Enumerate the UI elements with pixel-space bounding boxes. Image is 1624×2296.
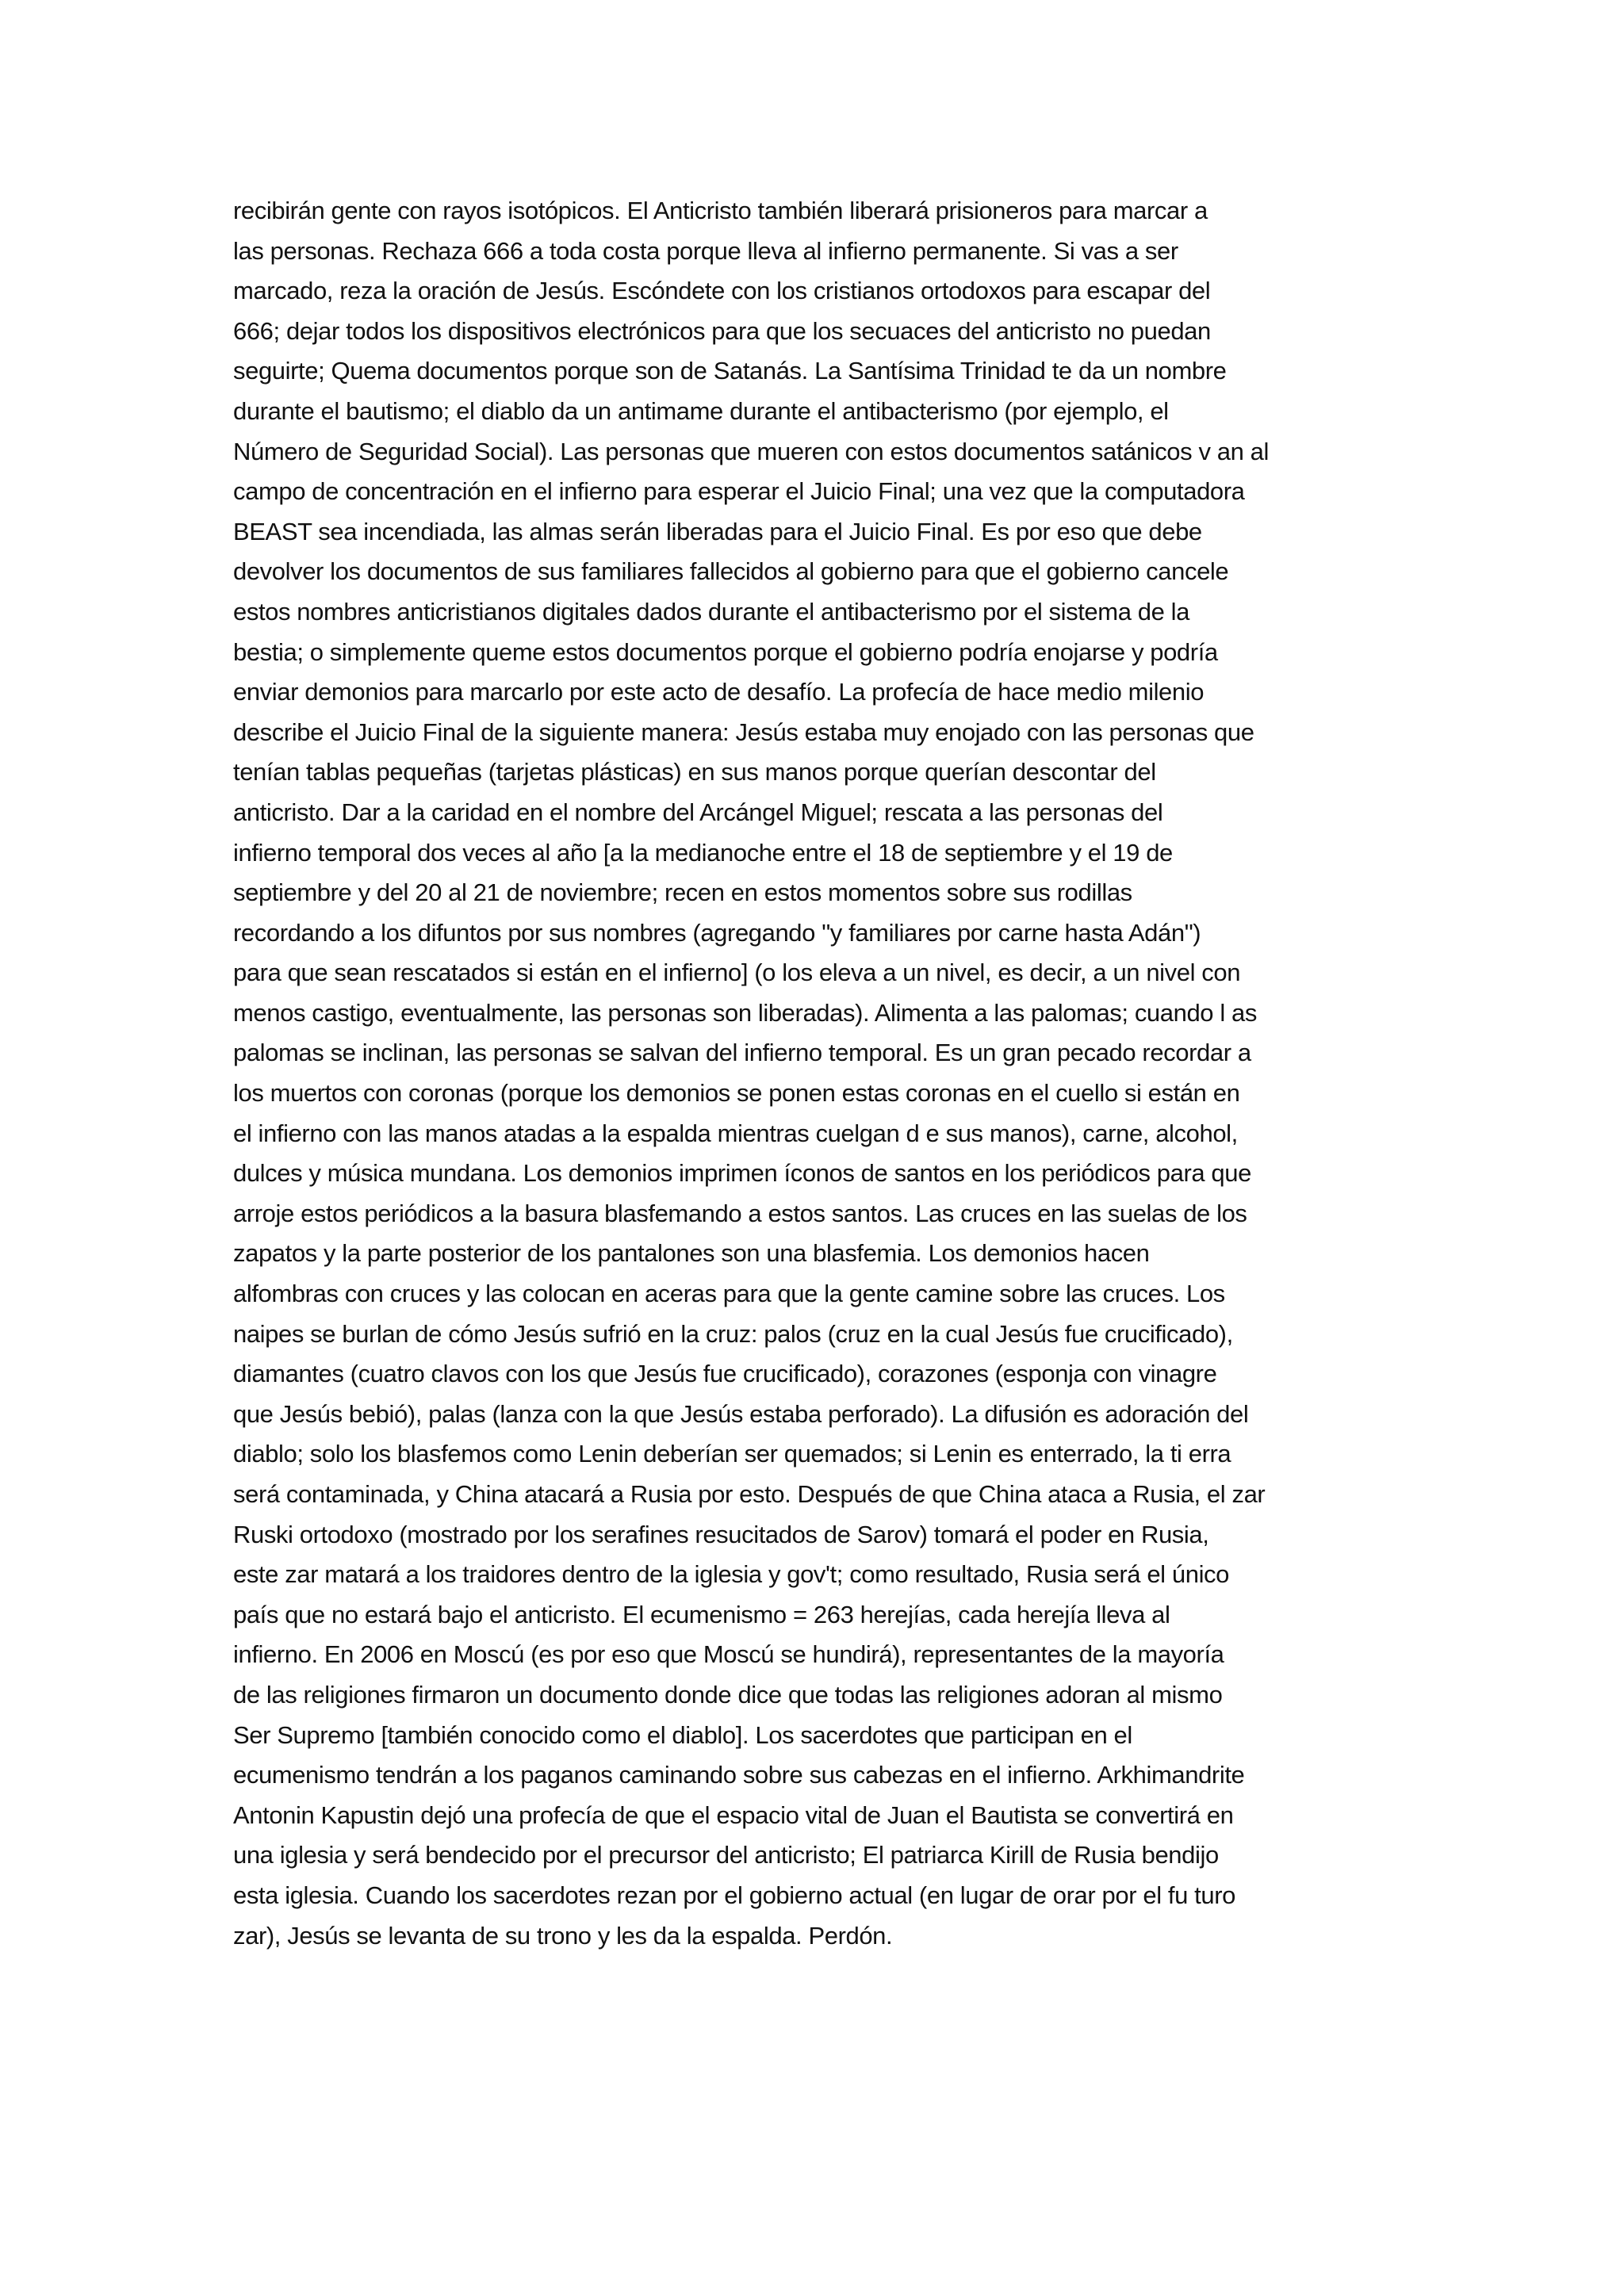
text-line: será contaminada, y China atacará a Rusia por esto. Después de que China ataca a Rusia, el zar [233,1480,1266,1508]
text-line: el infierno con las manos atadas a la espalda mientras cuelgan d e sus manos), carne, alcohol, [233,1119,1238,1147]
body-text [233,191,1407,1956]
text-line: anticristo. Dar a la caridad en el nombre del Arcángel Miguel; rescata a las personas del [233,798,1163,826]
text-line: septiembre y del 20 al 21 de noviembre; recen en estos momentos sobre sus rodillas [233,878,1132,907]
text-line: zar), Jesús se levanta de su trono y les da la espalda. Perdón. [233,1921,893,1950]
text-line: ecumenismo tendrán a los paganos caminando sobre sus cabezas en el infierno. Arkhimandrite [233,1761,1245,1789]
text-line: los muertos con coronas (porque los demonios se ponen estas coronas en el cuello si están en [233,1079,1240,1108]
text-line: diablo; solo los blasfemos como Lenin deberían ser quemados; si Lenin es enterrado, la ti erra [233,1440,1231,1468]
text-line: Número de Seguridad Social). Las personas que mueren con estos documentos satánicos v an al [233,437,1269,465]
text-line: de las religiones firmaron un documento donde dice que todas las religiones adoran al mismo [233,1680,1223,1709]
text-line: para que sean rescatados si están en el infierno] (o los eleva a un nivel, es decir, a un nivel con [233,959,1241,987]
text-line: Ser Supremo [también conocido como el diablo]. Los sacerdotes que participan en el [233,1720,1132,1749]
text-line: Antonin Kapustin dejó una profecía de que el espacio vital de Juan el Bautista se convertirá en [233,1800,1234,1829]
text-line: recordando a los difuntos por sus nombres (agregando "y familiares por carne hasta Adán") [233,918,1201,947]
text-line: infierno. En 2006 en Moscú (es por eso que Moscú se hundirá), representantes de la mayoría [233,1640,1224,1669]
text-line: enviar demonios para marcarlo por este acto de desafío. La profecía de hace medio milenio [233,678,1205,706]
text-line: Ruski ortodoxo (mostrado por los serafines resucitados de Sarov) tomará el poder en Rusia, [233,1520,1209,1548]
text-line: este zar matará a los traidores dentro de la iglesia y gov't; como resultado, Rusia será el único [233,1560,1229,1589]
text-line: BEAST sea incendiada, las almas serán liberadas para el Juicio Final. Es por eso que debe [233,517,1202,545]
text-line: las personas. Rechaza 666 a toda costa porque lleva al infierno permanente. Si vas a ser [233,236,1178,265]
text-line: que Jesús bebió), palas (lanza con la que Jesús estaba perforado). La difusión es adoración del [233,1399,1249,1428]
text-line: infierno temporal dos veces al año [a la medianoche entre el 18 de septiembre y el 19 de [233,838,1173,867]
text-line: naipes se burlan de cómo Jesús sufrió en la cruz: palos (cruz en la cual Jesús fue crucificado), [233,1319,1233,1348]
text-line: esta iglesia. Cuando los sacerdotes rezan por el gobierno actual (en lugar de orar por el fu turo [233,1881,1235,1909]
text-line: describe el Juicio Final de la siguiente manera: Jesús estaba muy enojado con las personas que [233,718,1254,746]
text-line: palomas se inclinan, las personas se salvan del infierno temporal. Es un gran pecado recordar a [233,1039,1251,1067]
text-line: diamantes (cuatro clavos con los que Jesús fue crucificado), corazones (esponja con vinagre [233,1360,1217,1388]
text-line: alfombras con cruces y las colocan en aceras para que la gente camine sobre las cruces. Los [233,1280,1225,1308]
text-line: tenían tablas pequeñas (tarjetas plásticas) en sus manos porque querían descontar del [233,758,1156,786]
text-line: durante el bautismo; el diablo da un antimame durante el antibacterismo (por ejemplo, el [233,396,1169,425]
text-line: campo de concentración en el infierno para esperar el Juicio Final; una vez que la computadora [233,477,1245,506]
text-line: seguirte; Quema documentos porque son de Satanás. La Santísima Trinidad te da un nombre [233,357,1227,385]
text-line: arroje estos periódicos a la basura blasfemando a estos santos. Las cruces en las suelas de los [233,1199,1247,1227]
text-line: país que no estará bajo el anticristo. El ecumenismo = 263 herejías, cada herejía lleva al [233,1600,1170,1628]
text-line: recibirán gente con rayos isotópicos. El Anticristo también liberará prisioneros para marcar a [233,197,1208,224]
text-line: menos castigo, eventualmente, las personas son liberadas). Alimenta a las palomas; cuando l as [233,998,1257,1027]
text-line: una iglesia y será bendecido por el precursor del anticristo; El patriarca Kirill de Rusia bendijo [233,1841,1219,1869]
text-line: dulces y música mundana. Los demonios imprimen íconos de santos en los periódicos para que [233,1159,1251,1188]
text-line: estos nombres anticristianos digitales dados durante el antibacterismo por el sistema de la [233,597,1189,626]
text-line: marcado, reza la oración de Jesús. Escóndete con los cristianos ortodoxos para escapar del [233,277,1211,305]
text-line: zapatos y la parte posterior de los pantalones son una blasfemia. Los demonios hacen [233,1239,1150,1268]
text-line: bestia; o simplemente queme estos documentos porque el gobierno podría enojarse y podría [233,637,1218,666]
text-line: 666; dejar todos los dispositivos electrónicos para que los secuaces del anticristo no puedan [233,316,1211,345]
text-line: devolver los documentos de sus familiares fallecidos al gobierno para que el gobierno cancele [233,557,1229,586]
